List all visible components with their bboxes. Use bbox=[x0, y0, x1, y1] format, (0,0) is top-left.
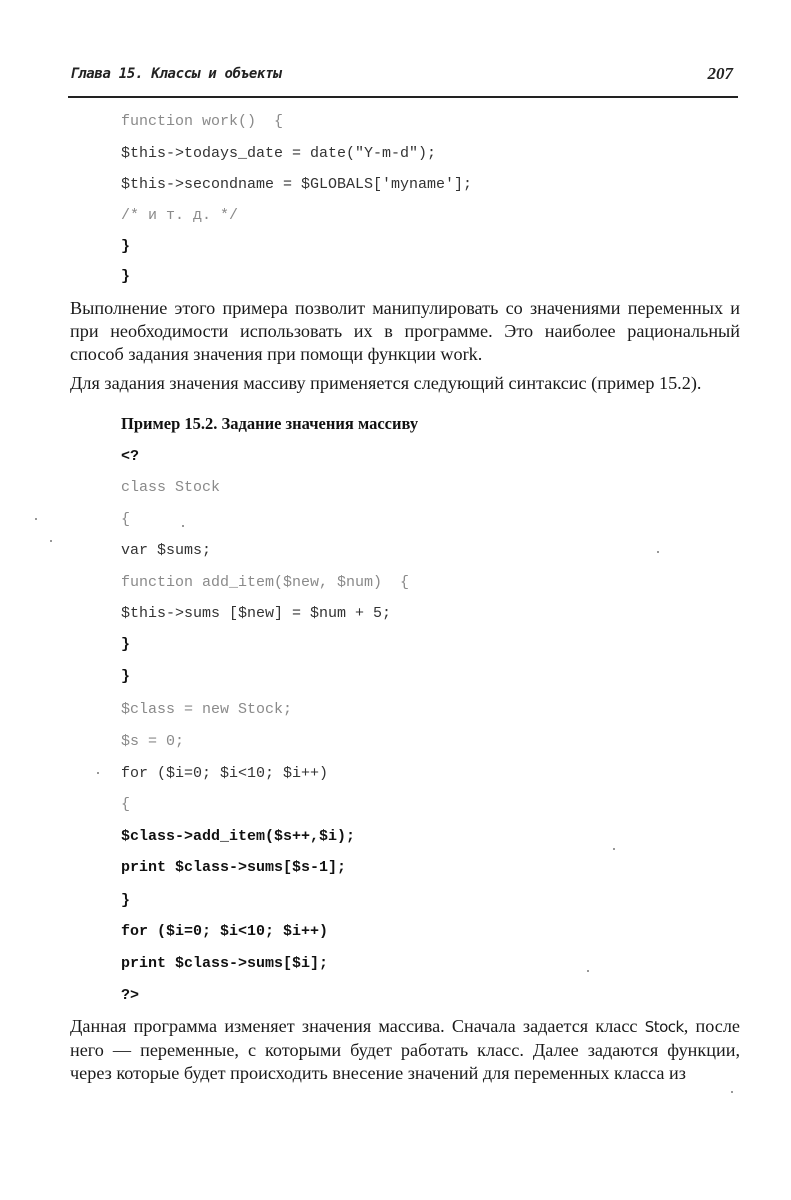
paragraph-intro: Выполнение этого примера позволит манипулировать со значениями переменных и при необходимости использовать их в программе. Это наиболее рациональный способ задания значения при помощи функции work. bbox=[70, 298, 740, 364]
code-line: for ($i=0; $i<10; $i++) bbox=[121, 923, 329, 940]
code-line: $class->add_item($s++,$i); bbox=[121, 828, 356, 845]
code-line: } bbox=[121, 668, 131, 685]
scan-speck bbox=[613, 848, 615, 850]
scan-speck bbox=[35, 518, 37, 520]
paragraph-array-syntax: Для задания значения массиву применяется следующий синтаксис (пример 15.2). bbox=[70, 373, 702, 393]
header-divider bbox=[68, 96, 738, 98]
code-line: } bbox=[121, 892, 131, 909]
code-line: } bbox=[121, 636, 131, 653]
scan-speck bbox=[182, 525, 184, 527]
paragraph-text-before: Данная программа изменяет значения массива. Сначала задается класс bbox=[70, 1016, 645, 1036]
scan-speck bbox=[97, 772, 99, 774]
scan-speck bbox=[731, 1091, 733, 1093]
code-line: } bbox=[121, 268, 131, 285]
code-line: function add_item($new, $num) { bbox=[121, 574, 410, 591]
code-line: <? bbox=[121, 448, 140, 465]
code-line: print $class->sums[$i]; bbox=[121, 955, 329, 972]
code-line: $class = new Stock; bbox=[121, 701, 293, 718]
code-line: $s = 0; bbox=[121, 733, 185, 750]
code-line: for ($i=0; $i<10; $i++) bbox=[121, 765, 329, 782]
code-line: $this->todays_date = date("Y-m-d"); bbox=[121, 145, 437, 162]
page-number: 207 bbox=[707, 64, 733, 83]
paragraph-text-after: , после него — переменные, с которыми будет работать класс. Далее задаются функции, через которые будет происходить внесение значений для переменных класса из bbox=[70, 1016, 740, 1083]
scan-speck bbox=[657, 551, 659, 553]
code-line: ?> bbox=[121, 987, 140, 1004]
paragraph-explanation bbox=[70, 1015, 740, 1085]
inline-class-name: Stock bbox=[644, 1018, 684, 1036]
code-line: { bbox=[121, 796, 131, 813]
chapter-title: Глава 15. Классы и объекты bbox=[70, 66, 282, 82]
example-caption: Пример 15.2. Задание значения массиву bbox=[121, 414, 419, 433]
code-line: $this->sums [$new] = $num + 5; bbox=[121, 605, 392, 622]
code-line: function work() { bbox=[121, 113, 284, 130]
code-line: print $class->sums[$s-1]; bbox=[121, 859, 347, 876]
code-line: /* и т. д. */ bbox=[121, 207, 239, 224]
code-line: $this->secondname = $GLOBALS['myname']; bbox=[121, 176, 473, 193]
scan-speck bbox=[50, 540, 52, 542]
scan-speck bbox=[587, 970, 589, 972]
code-line: { bbox=[121, 511, 131, 528]
code-line: class Stock bbox=[121, 479, 221, 496]
code-line: var $sums; bbox=[121, 542, 212, 559]
code-line: } bbox=[121, 238, 131, 255]
